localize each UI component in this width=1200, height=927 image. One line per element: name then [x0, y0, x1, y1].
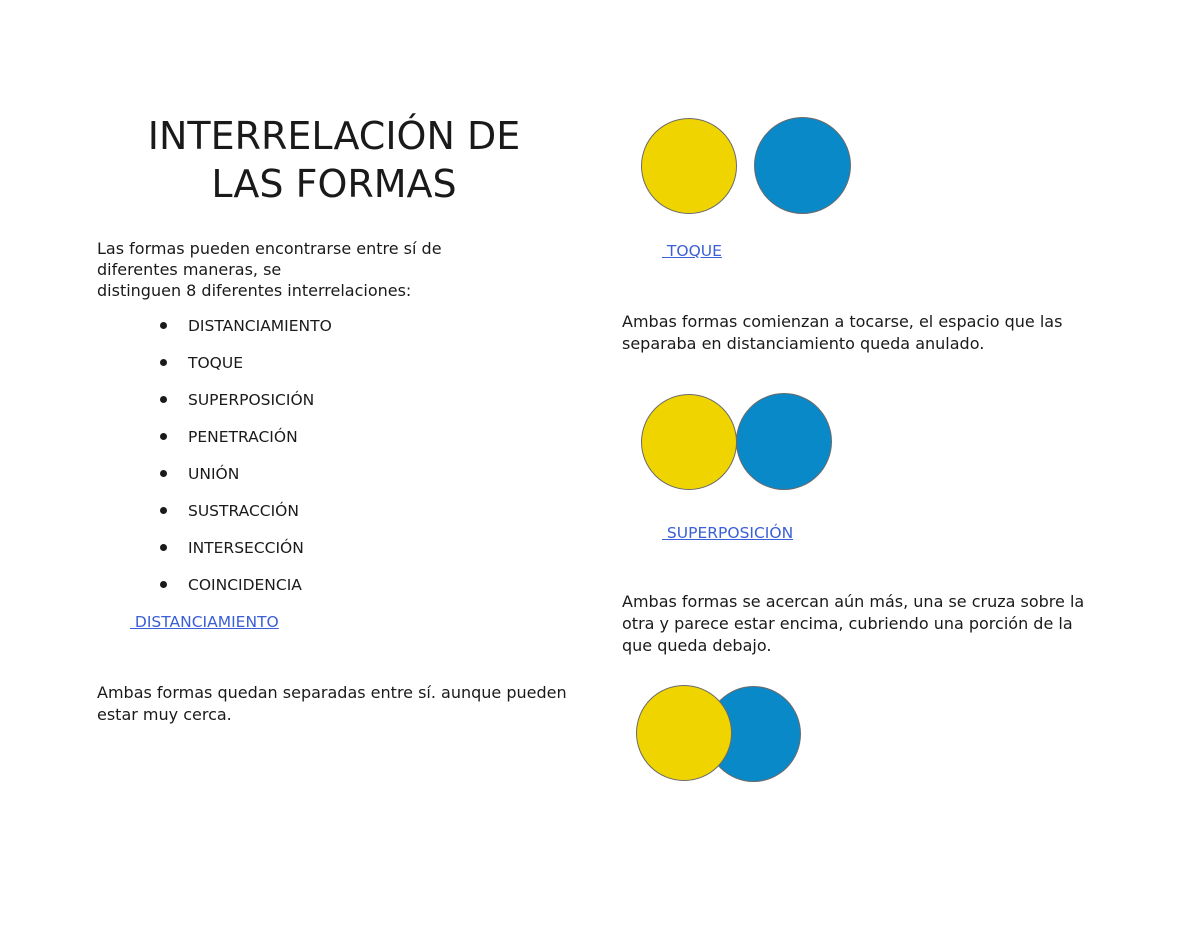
yellow-circle [641, 394, 737, 490]
list-item-label: PENETRACIÓN [188, 428, 298, 446]
intro-line-1: Las formas pueden encontrarse entre sí de [97, 239, 442, 258]
bullet-icon [160, 359, 167, 366]
list-item [160, 315, 332, 352]
distanciamiento-description: Ambas formas quedan separadas entre sí. aunque pueden estar muy cerca. [97, 683, 567, 724]
blue-circle [754, 117, 851, 214]
list-item [160, 389, 332, 426]
intro-paragraph [97, 238, 537, 301]
list-item [160, 574, 332, 611]
bullet-icon [160, 396, 167, 403]
intro-line-2: diferentes maneras, se [97, 260, 282, 279]
bullet-icon [160, 581, 167, 588]
yellow-circle [641, 118, 737, 214]
list-item-label: TOQUE [188, 354, 244, 372]
list-item [160, 352, 332, 389]
list-item [160, 537, 332, 574]
bullet-icon [160, 470, 167, 477]
list-item-label: SUPERPOSICIÓN [188, 391, 315, 409]
page-title [96, 112, 572, 208]
distanciamiento-link[interactable]: DISTANCIAMIENTO [130, 613, 279, 631]
list-item [160, 463, 332, 500]
bullet-icon [160, 433, 167, 440]
list-item-label: SUSTRACCIÓN [188, 502, 299, 520]
bullet-icon [160, 544, 167, 551]
title-line-2: LAS FORMAS [211, 162, 457, 206]
toque-link[interactable]: TOQUE [662, 242, 722, 260]
bullet-icon [160, 507, 167, 514]
blue-circle [736, 393, 832, 490]
yellow-circle [636, 685, 732, 781]
superposicion-link[interactable]: SUPERPOSICIÓN [662, 524, 794, 542]
list-item-label: UNIÓN [188, 465, 240, 483]
list-item-label: COINCIDENCIA [188, 576, 302, 594]
list-item [160, 500, 332, 537]
interrelations-list [160, 315, 332, 611]
list-item-label: DISTANCIAMIENTO [188, 317, 332, 335]
list-item-label: INTERSECCIÓN [188, 539, 304, 557]
toque-description: Ambas formas comienzan a tocarse, el espacio que las separaba en distanciamiento queda anulado. [622, 312, 1063, 353]
superposicion-description: Ambas formas se acercan aún más, una se cruza sobre la otra y parece estar encima, cubriendo una porción de la que queda debajo. [622, 592, 1085, 655]
intro-line-3: distinguen 8 diferentes interrelaciones: [97, 281, 412, 300]
bullet-icon [160, 322, 167, 329]
list-item [160, 426, 332, 463]
title-line-1: INTERRELACIÓN DE [147, 114, 521, 158]
